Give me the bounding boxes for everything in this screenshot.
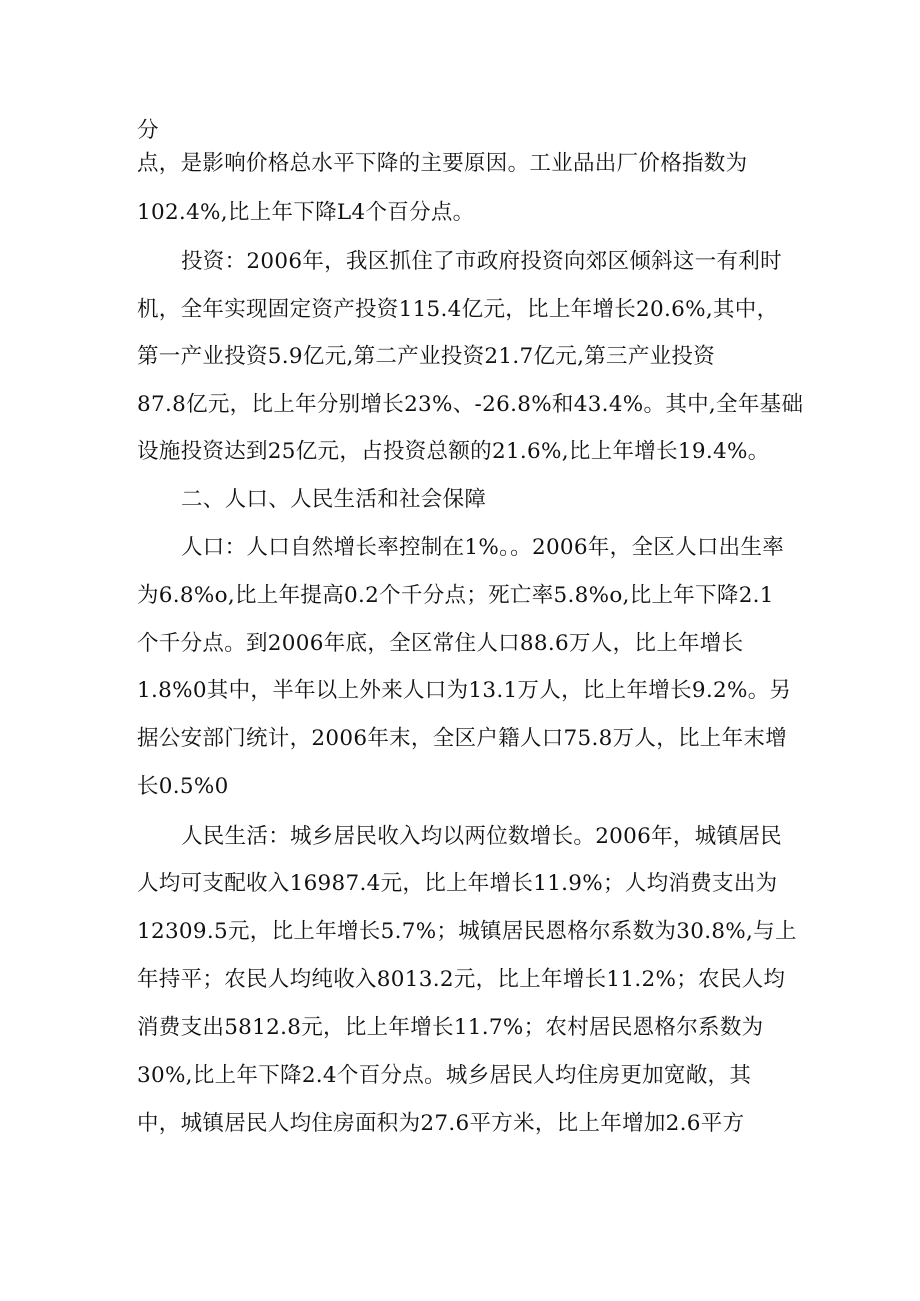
text-line: 设施投资达到25亿元，占投资总额的21.6%,比上年增长19.4%。 xyxy=(137,439,770,464)
text-line: 12309.5元，比上年增长5.7%；城镇居民恩格尔系数为30.8%,与上 xyxy=(137,919,797,944)
paragraph-population: 人口：人口自然增长率控制在1%。。2006年，全区人口出生率 xyxy=(181,535,785,560)
text-line: 人均可支配收入16987.4元，比上年增长11.9%；人均消费支出为 xyxy=(137,871,778,896)
paragraph-investment: 投资：2006年，我区抓住了市政府投资向郊区倾斜这一有利时 xyxy=(181,249,782,274)
section-heading: 二、人口、人民生活和社会保障 xyxy=(181,487,487,512)
text-line: 点，是影响价格总水平下降的主要原因。工业品出厂价格指数为 xyxy=(137,151,748,176)
text-line: 102.4%,比上年下降L4个百分点。 xyxy=(137,200,475,225)
text-line: 1.8%0其中，半年以上外来人口为13.1万人，比上年增长9.2%。另 xyxy=(137,678,792,703)
text-line: 87.8亿元，比上年分别增长23%、-26.8%和43.4%。其中,全年基础 xyxy=(137,392,804,417)
text-line: 分 xyxy=(137,118,159,143)
text-line: 据公安部门统计，2006年末，全区户籍人口75.8万人，比上年末增 xyxy=(137,726,787,751)
text-line: 消费支出5812.8元，比上年增长11.7%；农村居民恩格尔系数为 xyxy=(137,1015,764,1040)
text-line: 年持平；农民人均纯收入8013.2元，比上年增长11.2%；农民人均 xyxy=(137,967,786,992)
text-line: 中，城镇居民人均住房面积为27.6平方米，比上年增加2.6平方 xyxy=(137,1111,745,1136)
text-line: 机，全年实现固定资产投资115.4亿元，比上年增长20.6%,其中， xyxy=(137,297,779,322)
text-line: 30%,比上年下降2.4个百分点。城乡居民人均住房更加宽敞，其 xyxy=(137,1063,752,1088)
paragraph-living: 人民生活：城乡居民收入均以两位数增长。2006年，城镇居民 xyxy=(181,824,782,849)
text-line: 第一产业投资5.9亿元,第二产业投资21.7亿元,第三产业投资 xyxy=(137,344,716,369)
text-line: 个千分点。到2006年底，全区常住人口88.6万人，比上年增长 xyxy=(137,631,744,656)
text-line: 长0.5%0 xyxy=(137,774,229,799)
text-line: 为6.8%o,比上年提高0.2个千分点；死亡率5.8%o,比上年下降2.1 xyxy=(137,583,774,608)
